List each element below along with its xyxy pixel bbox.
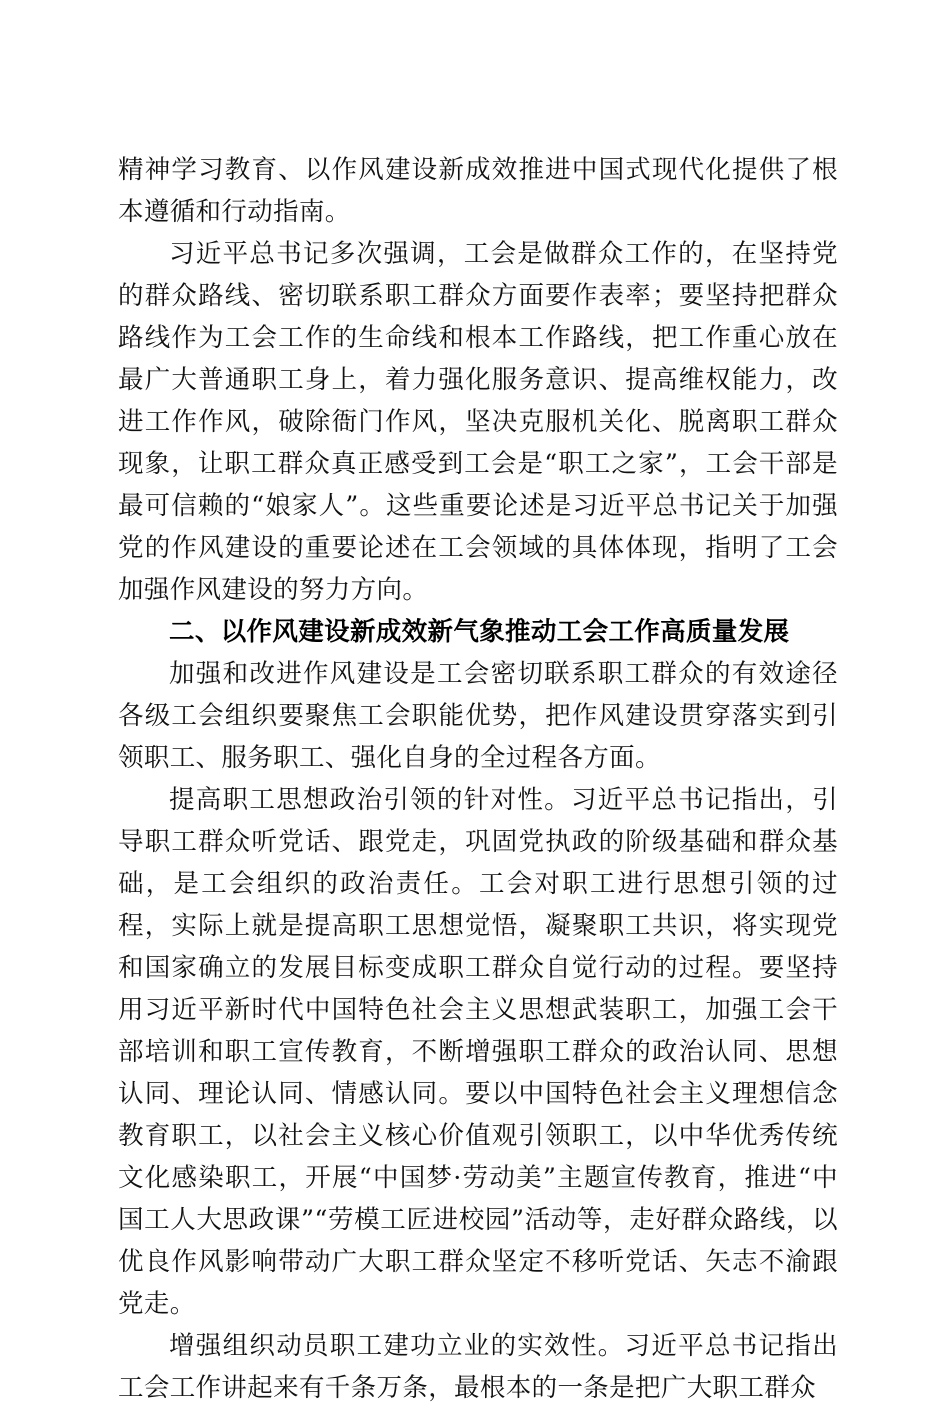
- paragraph-continued: 精神学习教育、以作风建设新成效推进中国式现代化提供了根本遵循和行动指南。: [118, 155, 838, 227]
- paragraph-trade-union-role: 习近平总书记多次强调，工会是做群众工作的，在坚持党的群众路线、密切联系职工群众方面要作表率；要坚持把群众路线作为工会工作的生命线和根本工作路线，把工作重心放在最广大普通职工身上，着力强化服务意识、提高维权能力，改进工作作风，破除衙门作风，坚决克服机关化、脱离职工群众现象，让职工群众真正感受到工会是“职工之家”，工会干部是最可信赖的“娘家人”。这些重要论述是习近平总书记关于加强党的作风建设的重要论述在工会领域的具体体现，指明了工会加强作风建设的努力方向。: [118, 239, 838, 605]
- paragraph-section-intro: 加强和改进作风建设是工会密切联系职工群众的有效途径各级工会组织要聚焦工会职能优势，把作风建设贯穿落实到引领职工、服务职工、强化自身的全过程各方面。: [118, 659, 838, 773]
- section-heading: 二、以作风建设新成效新气象推动工会工作高质量发展: [169, 617, 790, 647]
- paragraph-ideological-guidance: 提高职工思想政治引领的针对性。习近平总书记指出，引导职工群众听党话、跟党走，巩固党执政的阶级基础和群众基础，是工会组织的政治责任。工会对职工进行思想引领的过程，实际上就是提高职工思想觉悟，凝聚职工共识，将实现党和国家确立的发展目标变成职工群众自觉行动的过程。要坚持用习近平新时代中国特色社会主义思想武装职工，加强工会干部培训和职工宣传教育，不断增强职工群众的政治认同、思想认同、理论认同、情感认同。要以中国特色社会主义理想信念教育职工，以社会主义核心价值观引领职工，以中华优秀传统文化感染职工，开展“中国梦·劳动美”主题宣传教育，推进“中国工人大思政课”“劳模工匠进校园”活动等，走好群众路线，以优良作风影响带动广大职工群众坚定不移听党话、矢志不渝跟党走。: [118, 785, 838, 1319]
- paragraph-mobilization: 增强组织动员职工建功立业的实效性。习近平总书记指出工会工作讲起来有千条万条，最根本的一条是把广大职工群众: [118, 1331, 838, 1403]
- document-body: [118, 149, 838, 1409]
